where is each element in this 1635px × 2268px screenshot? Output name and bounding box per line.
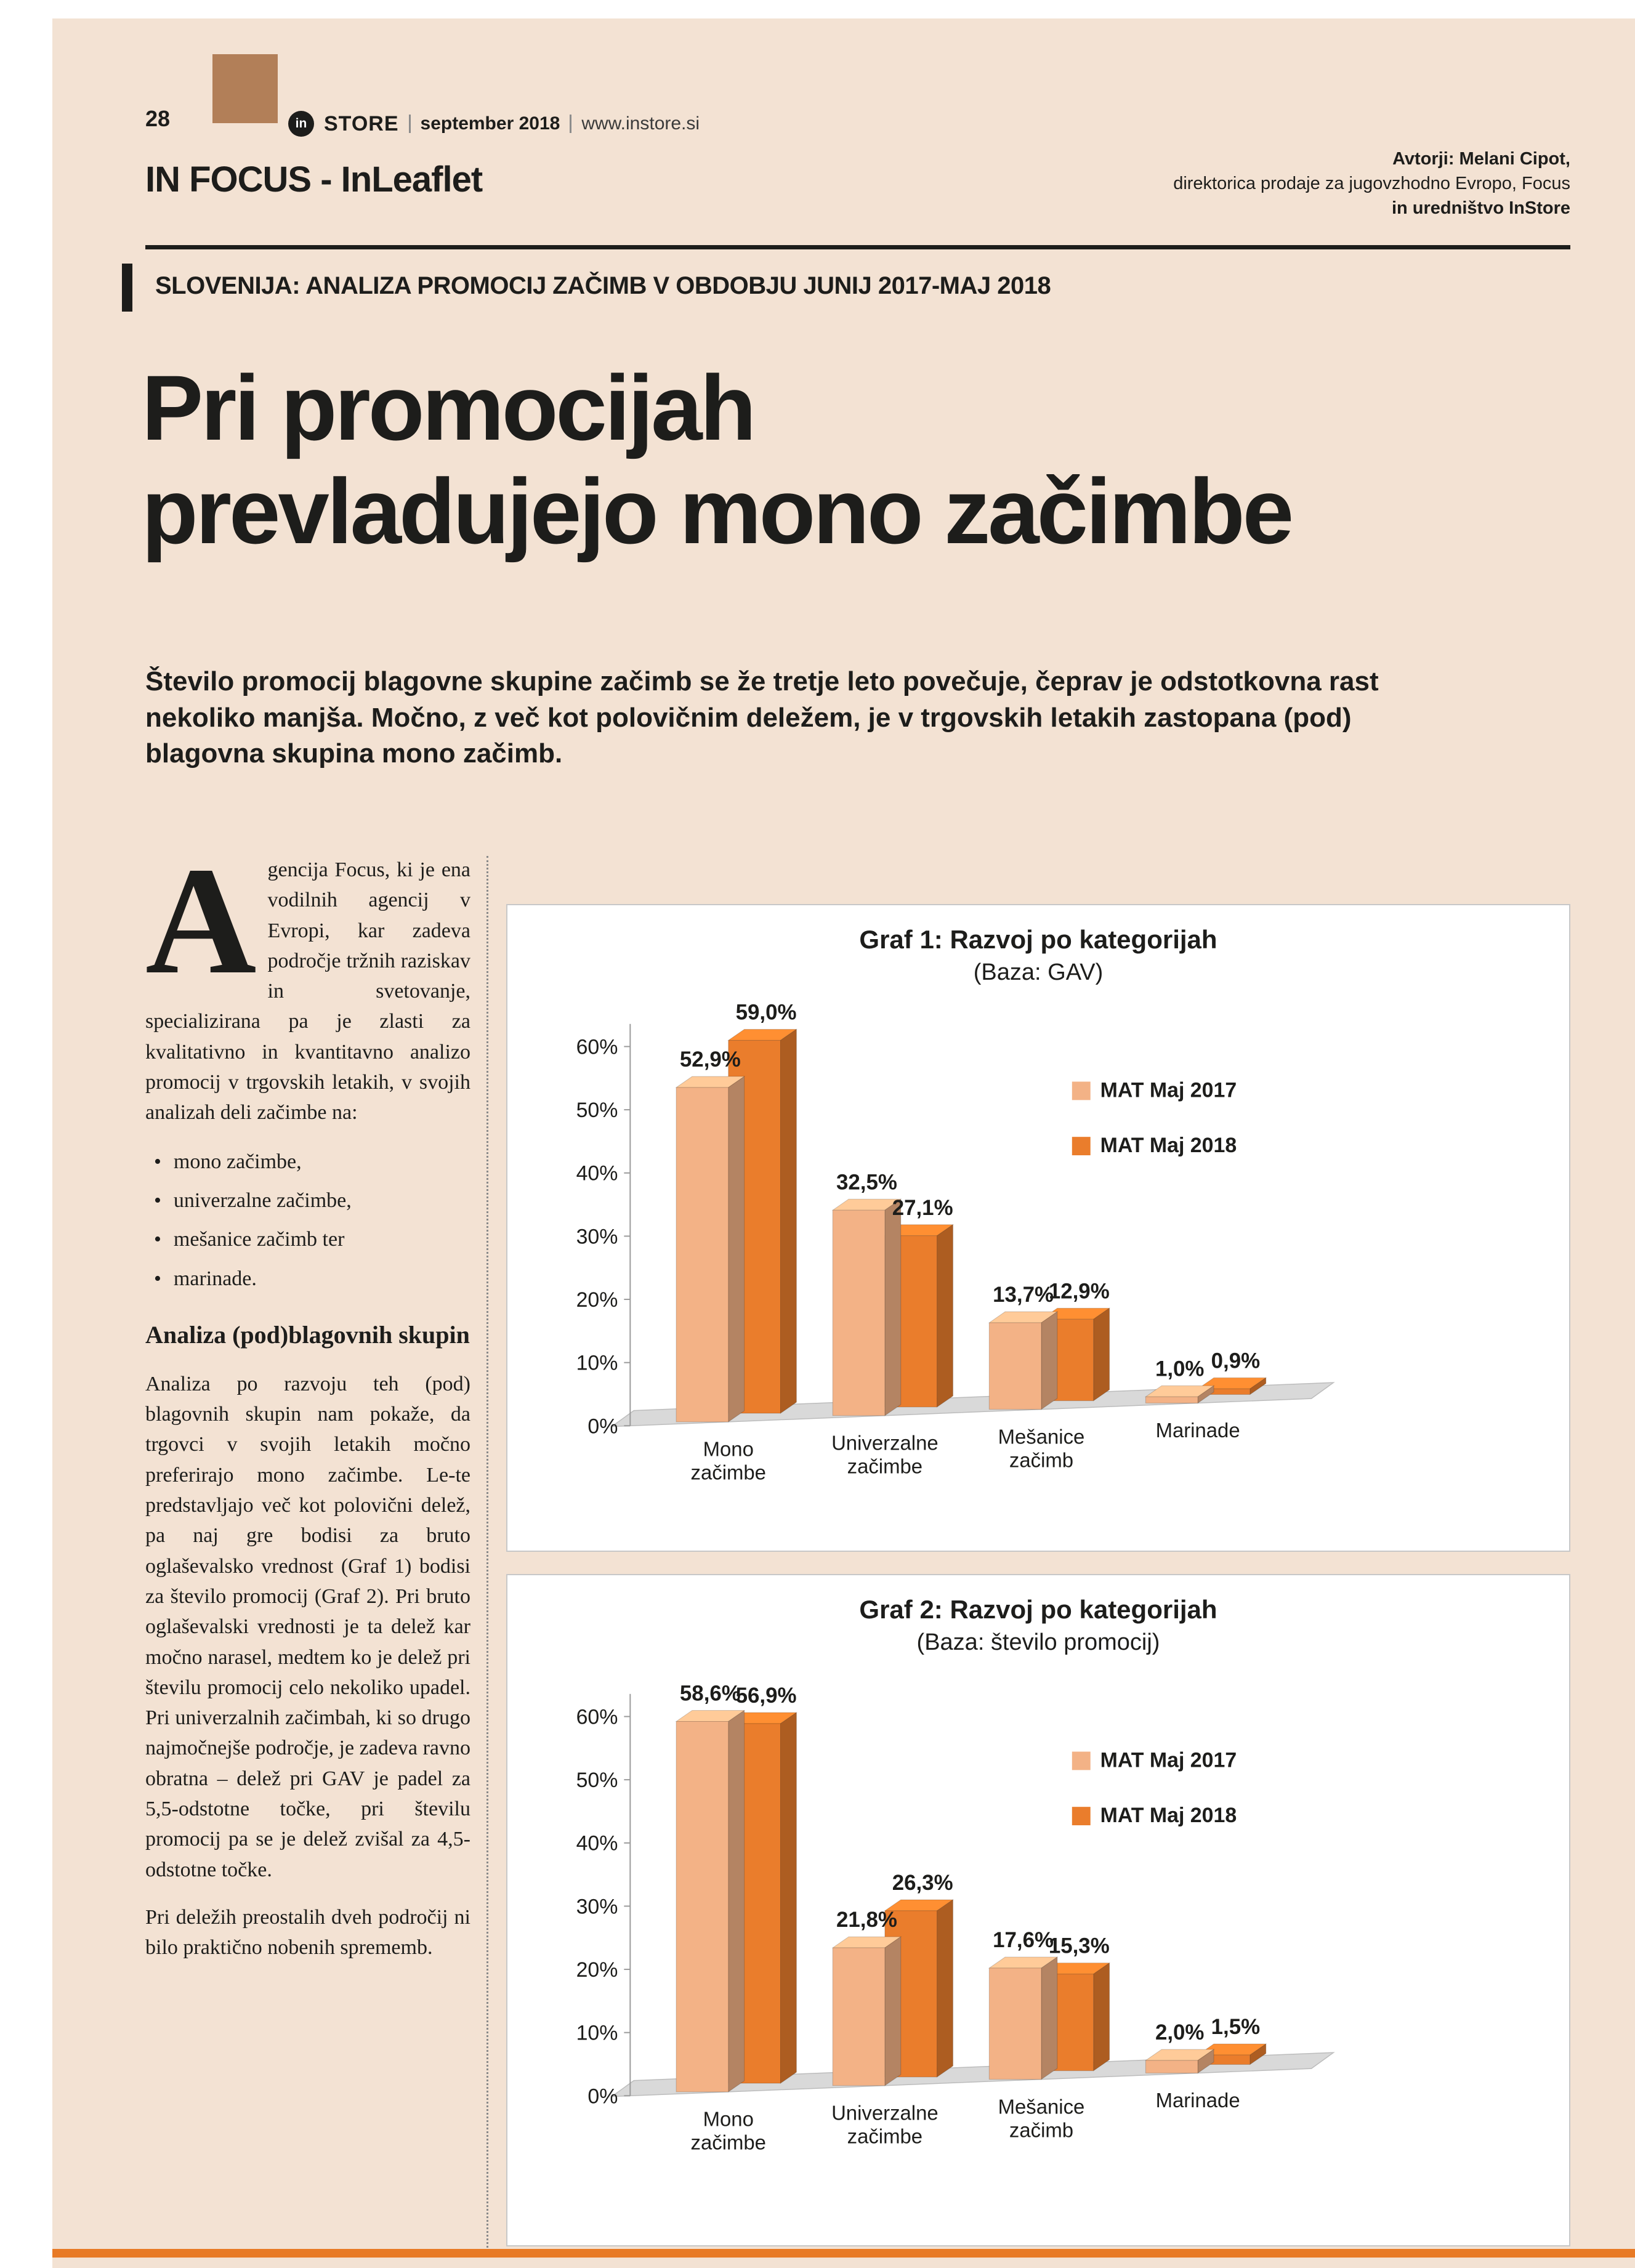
authors-line3: in uredništvo InStore bbox=[1391, 198, 1570, 219]
article-para2: Pri deležih preostalih dveh področij ni bilo praktično nobenih sprememb. bbox=[145, 1905, 470, 1959]
svg-text:Marinade: Marinade bbox=[1155, 2089, 1240, 2112]
svg-text:50%: 50% bbox=[576, 1099, 618, 1123]
svg-text:52,9%: 52,9% bbox=[679, 1047, 741, 1072]
masthead bbox=[288, 111, 700, 137]
svg-text:26,3%: 26,3% bbox=[892, 1871, 953, 1895]
svg-text:27,1%: 27,1% bbox=[892, 1195, 953, 1220]
footer-rule bbox=[52, 2249, 1635, 2258]
masthead-url: www.instore.si bbox=[581, 113, 700, 134]
svg-text:32,5%: 32,5% bbox=[836, 1170, 897, 1195]
svg-text:58,6%: 58,6% bbox=[679, 1681, 741, 1706]
masthead-square bbox=[212, 54, 278, 123]
headline-line2: prevladujejo mono začimbe bbox=[142, 459, 1292, 563]
masthead-divider bbox=[570, 115, 571, 133]
svg-text:60%: 60% bbox=[576, 1035, 618, 1059]
svg-text:začimbe: začimbe bbox=[690, 1461, 766, 1484]
svg-text:1,0%: 1,0% bbox=[1155, 1357, 1205, 1381]
instore-logo-icon: in bbox=[288, 111, 314, 137]
chart-title: Graf 1: Razvoj po kategorijah bbox=[859, 925, 1217, 954]
header-rule bbox=[145, 245, 1570, 249]
svg-text:začimbe: začimbe bbox=[847, 2125, 923, 2148]
svg-text:2,0%: 2,0% bbox=[1155, 2020, 1205, 2045]
svg-text:začimb: začimb bbox=[1009, 2118, 1074, 2142]
bullet-list bbox=[154, 1147, 470, 1294]
svg-text:0%: 0% bbox=[587, 2084, 618, 2109]
svg-text:Univerzalne: Univerzalne bbox=[831, 2101, 939, 2125]
svg-text:50%: 50% bbox=[576, 1769, 618, 1793]
article-column bbox=[145, 836, 470, 1963]
list-item bbox=[154, 1264, 470, 1294]
svg-text:MAT Maj 2017: MAT Maj 2017 bbox=[1100, 1748, 1237, 1772]
svg-text:Marinade: Marinade bbox=[1155, 1419, 1240, 1442]
svg-text:0,9%: 0,9% bbox=[1211, 1349, 1261, 1373]
svg-text:56,9%: 56,9% bbox=[735, 1684, 797, 1708]
list-item bbox=[154, 1224, 470, 1254]
svg-text:Mono: Mono bbox=[703, 2107, 754, 2131]
svg-text:začimb: začimb bbox=[1009, 1448, 1074, 1472]
svg-text:40%: 40% bbox=[576, 1831, 618, 1855]
svg-text:Mešanice: Mešanice bbox=[998, 2095, 1085, 2118]
bullet-text: univerzalne začimbe, bbox=[173, 1188, 352, 1212]
svg-text:MAT Maj 2018: MAT Maj 2018 bbox=[1100, 1134, 1237, 1158]
svg-text:10%: 10% bbox=[576, 2021, 618, 2045]
masthead-divider bbox=[409, 115, 411, 133]
article-para1: Analiza po razvoju teh (pod) blagovnih skupin nam pokaže, da trgovci v svojih letakih močno preferirajo mono začimbe. Le-te predstavljajo več kot polovični delež, pa naj gre bodisi za bruto oglaševalsko vrednost (Graf 1) bodisi za število promocij (Graf 2). Pri bruto oglaševalski vrednosti je ta delež kar močno narasel, medtem ko je delež pri številu promocij celo nekoliko upadel. Pri univerzalnih začimbah, ki so drugo najmočnejše področje, je zadeva ravno obratna – delež pri GAV je padel za 5,5-odstotne točke, pri številu promocij pa se je delež zvišal za 4,5-odstotne točke. bbox=[145, 1372, 470, 1881]
svg-text:21,8%: 21,8% bbox=[836, 1908, 897, 1932]
headline bbox=[142, 356, 1291, 563]
svg-text:15,3%: 15,3% bbox=[1048, 1934, 1110, 1958]
svg-text:40%: 40% bbox=[576, 1161, 618, 1185]
headline-line1: Pri promocijah bbox=[142, 356, 754, 459]
svg-text:30%: 30% bbox=[576, 1895, 618, 1919]
column-divider bbox=[486, 856, 488, 2248]
drop-cap: A bbox=[145, 836, 257, 1006]
svg-text:13,7%: 13,7% bbox=[993, 1283, 1054, 1307]
article-subhead: Analiza (pod)blagovnih skupin bbox=[145, 1320, 470, 1349]
list-item bbox=[154, 1147, 470, 1177]
bullet-text: mešanice začimb ter bbox=[173, 1228, 345, 1251]
svg-text:59,0%: 59,0% bbox=[735, 1000, 797, 1025]
svg-text:začimbe: začimbe bbox=[847, 1455, 923, 1478]
article-intro bbox=[145, 836, 470, 1128]
page-number: 28 bbox=[145, 106, 171, 131]
kicker: SLOVENIJA: ANALIZA PROMOCIJ ZAČIMB V OBDOBJU JUNIJ 2017-MAJ 2018 bbox=[155, 272, 1051, 299]
svg-text:20%: 20% bbox=[576, 1288, 618, 1312]
article-intro-text: gencija Focus, ki je ena vodilnih agencij v Evropi, kar zadeva področje tržnih raziskav in svetovanje, specializirana pa je zlasti za kvalitativno in kvantitavno analizo promocij v trgovskih letakih, v svojih analizah deli začimbe na: bbox=[145, 858, 470, 1124]
svg-text:Mešanice: Mešanice bbox=[998, 1425, 1085, 1448]
chart-graf2 bbox=[506, 1574, 1570, 2246]
authors-line1: Avtorji: Melani Cipot, bbox=[1392, 149, 1570, 169]
bullet-text: marinade. bbox=[173, 1267, 257, 1290]
chart-subtitle: (Baza: GAV) bbox=[973, 959, 1104, 985]
chart-graf1 bbox=[506, 904, 1570, 1552]
masthead-date: september 2018 bbox=[420, 113, 560, 134]
chart-canvas bbox=[507, 1658, 1569, 2211]
chart-title: Graf 2: Razvoj po kategorijah bbox=[859, 1595, 1217, 1624]
svg-text:20%: 20% bbox=[576, 1958, 618, 1982]
svg-text:MAT Maj 2017: MAT Maj 2017 bbox=[1100, 1078, 1237, 1102]
svg-text:MAT Maj 2018: MAT Maj 2018 bbox=[1100, 1804, 1237, 1828]
svg-text:začimbe: začimbe bbox=[690, 2131, 766, 2154]
kicker-bar bbox=[122, 264, 132, 312]
section-title: IN FOCUS - InLeaflet bbox=[145, 159, 483, 200]
svg-text:Mono: Mono bbox=[703, 1437, 754, 1461]
svg-text:30%: 30% bbox=[576, 1225, 618, 1249]
authors-line2: direktorica prodaje za jugovzhodno Evropo, Focus bbox=[1173, 174, 1570, 194]
list-item bbox=[154, 1185, 470, 1216]
chart-canvas bbox=[507, 988, 1569, 1541]
svg-text:0%: 0% bbox=[587, 1414, 618, 1439]
authors-block bbox=[1173, 147, 1570, 220]
masthead-brand: STORE bbox=[324, 111, 399, 135]
svg-text:60%: 60% bbox=[576, 1705, 618, 1729]
chart-subtitle: (Baza: število promocij) bbox=[916, 1629, 1160, 1655]
svg-text:10%: 10% bbox=[576, 1351, 618, 1375]
svg-text:17,6%: 17,6% bbox=[993, 1928, 1054, 1953]
bullet-text: mono začimbe, bbox=[173, 1150, 302, 1173]
svg-text:1,5%: 1,5% bbox=[1211, 2015, 1261, 2040]
svg-text:12,9%: 12,9% bbox=[1048, 1279, 1110, 1304]
lead-paragraph: Število promocij blagovne skupine začimb se že tretje leto povečuje, čeprav je odstotkovna rast nekoliko manjša. Močno, z več kot polovičnim deležem, je v trgovskih letakih zastopana (pod) blagovna skupina mono začimb. bbox=[145, 666, 1379, 769]
svg-text:Univerzalne: Univerzalne bbox=[831, 1431, 939, 1455]
